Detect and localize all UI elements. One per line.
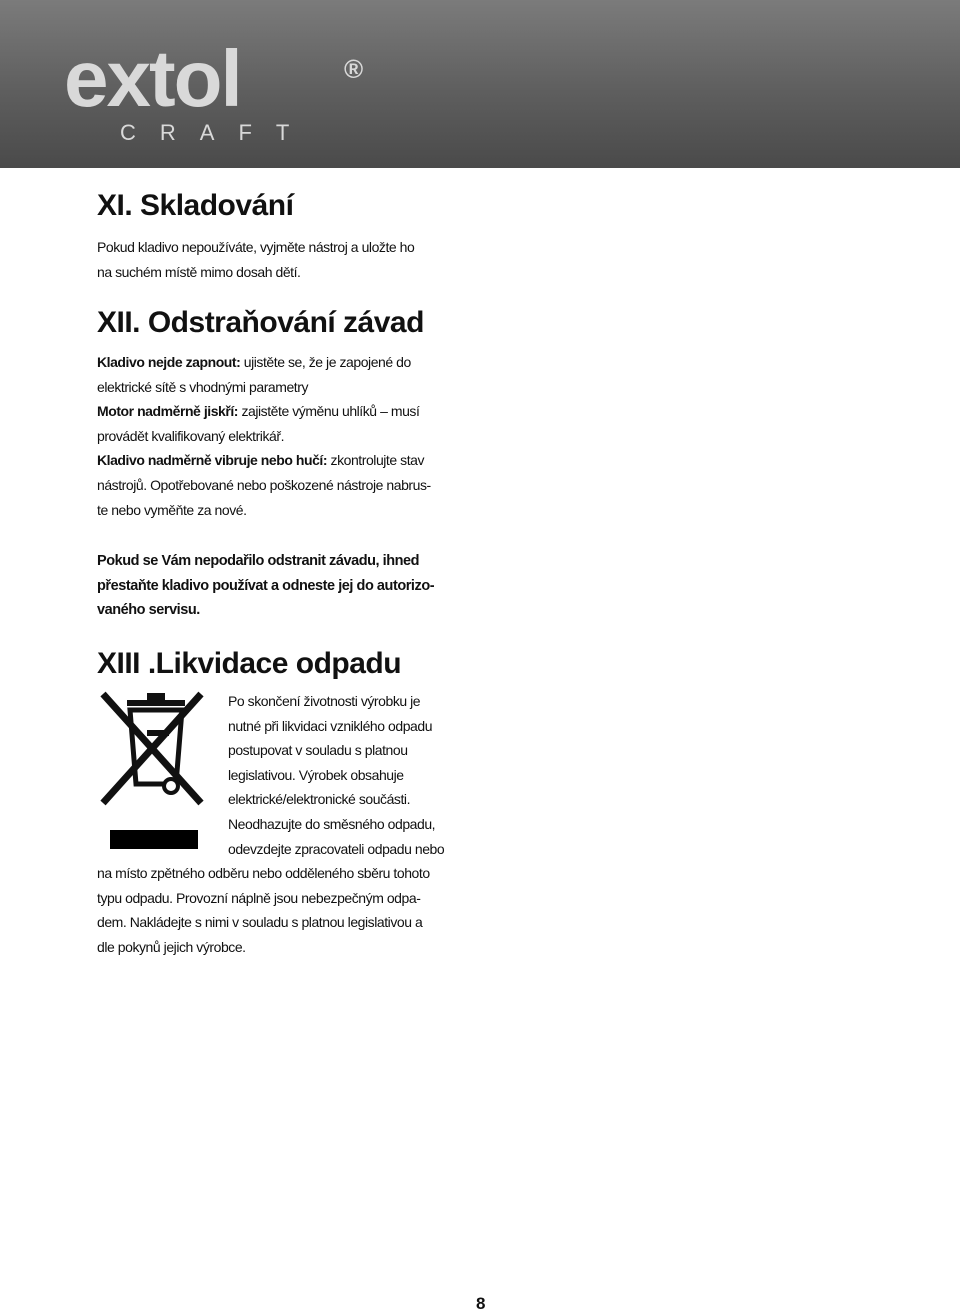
warning-line: přestaňte kladivo používat a odneste jej do autorizo- xyxy=(97,577,435,594)
logo-wordmark: extol xyxy=(64,40,241,123)
disposal-line: dem. Nakládejte s nimi v souladu s platnou legislativou a xyxy=(97,914,423,931)
trouble-item-label: Kladivo nejde zapnout: xyxy=(97,354,241,370)
disposal-line: odevzdejte zpracovateli odpadu nebo xyxy=(228,840,445,857)
service-warning xyxy=(97,549,434,623)
disposal-line: Po skončení životnosti výrobku je xyxy=(228,693,421,709)
disposal-line: dle pokynů jejich výrobce. xyxy=(97,938,246,955)
registered-mark: ® xyxy=(344,54,364,84)
trouble-item-text: elektrické sítě s vhodnými parametry xyxy=(97,378,308,395)
trouble-item-label: Motor nadměrně jiskří: xyxy=(97,403,239,420)
storage-line: na suchém místě mimo dosah dětí. xyxy=(97,263,301,280)
extol-craft-logo xyxy=(60,40,380,150)
disposal-line: typu odpadu. Provozní náplně jsou nebezpečným odpa- xyxy=(97,889,421,906)
warning-line: vaného servisu. xyxy=(97,602,200,619)
crossed-out-wheelie-bin-icon xyxy=(97,688,207,818)
trouble-item-1 xyxy=(97,350,477,375)
trouble-item-text: te nebo vyměňte za nové. xyxy=(97,501,247,518)
section-title-troubleshooting: XII. Odstraňování závad xyxy=(97,306,424,339)
trouble-item-text: zkontrolujte stav xyxy=(327,452,425,469)
disposal-line: elektrické/elektronické součásti. xyxy=(228,791,411,808)
page-number: 8 xyxy=(476,1294,486,1313)
section-title-storage: XI. Skladování xyxy=(97,189,294,222)
disposal-line: Neodhazujte do směsného odpadu, xyxy=(228,815,436,832)
disposal-text-right xyxy=(228,689,488,861)
trouble-item-text: ujistěte se, že je zapojené do xyxy=(240,354,411,370)
brand-header xyxy=(0,0,960,168)
trouble-item-label: Kladivo nadměrně vibruje nebo hučí: xyxy=(97,452,328,469)
warning-line: Pokud se Vám nepodařilo odstranit závadu, ihned xyxy=(97,553,420,569)
storage-text xyxy=(97,235,414,284)
disposal-line: na místo zpětného odběru nebo odděleného sběru tohoto xyxy=(97,865,430,881)
weee-underline-bar xyxy=(110,830,198,849)
disposal-line: legislativou. Výrobek obsahuje xyxy=(228,766,404,783)
storage-line: Pokud kladivo nepoužíváte, vyjměte nástroj a uložte ho xyxy=(97,239,415,255)
logo-subtitle: CRAFT xyxy=(120,120,314,145)
troubleshooting-text xyxy=(97,350,477,522)
trouble-item-3 xyxy=(97,448,477,473)
disposal-text-full xyxy=(97,861,487,959)
trouble-item-text: zajistěte výměnu uhlíků – musí xyxy=(238,403,420,420)
trouble-item-text: nástrojů. Opotřebované nebo poškozené nástroje nabrus- xyxy=(97,476,431,493)
section-title-disposal: XIII .Likvidace odpadu xyxy=(97,647,402,680)
trouble-item-text: provádět kvalifikovaný elektrikář. xyxy=(97,427,285,444)
trouble-item-2 xyxy=(97,399,477,424)
disposal-line: nutné při likvidaci vzniklého odpadu xyxy=(228,717,433,734)
disposal-line: postupovat v souladu s platnou xyxy=(228,742,408,759)
